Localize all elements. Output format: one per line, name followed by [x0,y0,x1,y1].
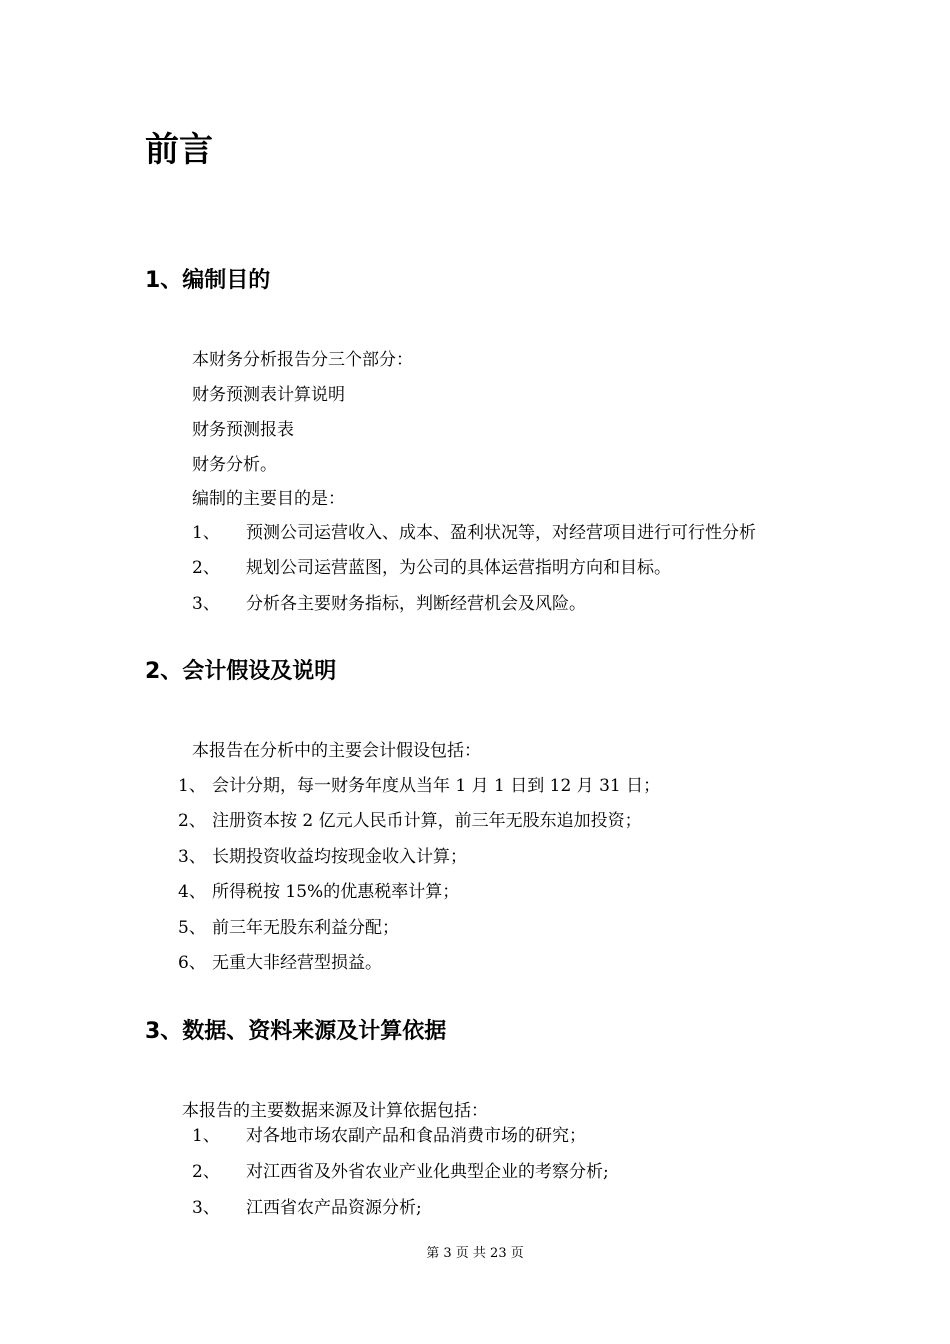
list-item-text: 对江西省及外省农业产业化典型企业的考察分析; [246,1162,609,1182]
paragraph-line: 编制的主要目的是： [192,489,345,509]
paragraph-line: 本报告在分析中的主要会计假设包括： [192,741,481,761]
list-item-text: 长期投资收益均按现金收入计算； [212,847,467,867]
paragraph-line: 财务分析。 [192,455,277,475]
paragraph-line: 财务预测表计算说明 [192,385,345,405]
list-item-text: 会计分期，每一财务年度从当年 1 月 1 日到 12 月 31 日； [212,776,661,796]
list-item-text: 对各地市场农副产品和食品消费市场的研究； [246,1126,586,1146]
list-item-number: 3、 [178,847,206,867]
list-item [192,556,671,580]
list-item-text: 分析各主要财务指标，判断经营机会及风险。 [246,594,586,614]
list-item [178,809,642,833]
list-item-number: 1、 [192,523,220,543]
list-item-number: 1、 [192,1126,220,1146]
paragraph-line: 财务预测报表 [192,420,294,440]
list-item [178,774,660,798]
list-item-text: 江西省农产品资源分析; [246,1198,422,1218]
section-heading-2: 2、会计假设及说明 [145,659,337,684]
list-item [178,845,467,869]
list-item-text: 注册资本按 2 亿元人民币计算，前三年无股东追加投资； [212,811,642,831]
list-item-text: 预测公司运营收入、成本、盈利状况等，对经营项目进行可行性分析 [246,523,756,543]
list-item [178,951,382,975]
list-item-number: 3、 [192,1198,220,1218]
list-item [178,880,459,904]
list-item [192,592,586,616]
list-item-number: 2、 [192,558,220,578]
list-item-text: 无重大非经营型损益。 [212,953,382,973]
list-item [192,1160,609,1184]
list-item-number: 1、 [178,776,206,796]
page-footer: 第 3 页 共 23 页 [426,1246,524,1261]
list-item [192,1124,586,1148]
section-heading-3: 3、数据、资料来源及计算依据 [145,1019,447,1044]
list-item-text: 规划公司运营蓝图，为公司的具体运营指明方向和目标。 [246,558,671,578]
page-title: 前言 [145,130,213,170]
list-item-text: 所得税按 15%的优惠税率计算； [212,882,460,902]
list-item [178,916,399,940]
paragraph-line: 本报告的主要数据来源及计算依据包括： [182,1101,488,1121]
list-item [192,1196,422,1220]
list-item [192,521,756,545]
section-heading-1: 1、编制目的 [145,268,271,293]
list-item-number: 2、 [178,811,206,831]
paragraph-line: 本财务分析报告分三个部分： [192,350,413,370]
list-item-number: 5、 [178,918,206,938]
list-item-number: 4、 [178,882,206,902]
list-item-text: 前三年无股东利益分配； [212,918,399,938]
list-item-number: 3、 [192,594,220,614]
list-item-number: 2、 [192,1162,220,1182]
list-item-number: 6、 [178,953,206,973]
